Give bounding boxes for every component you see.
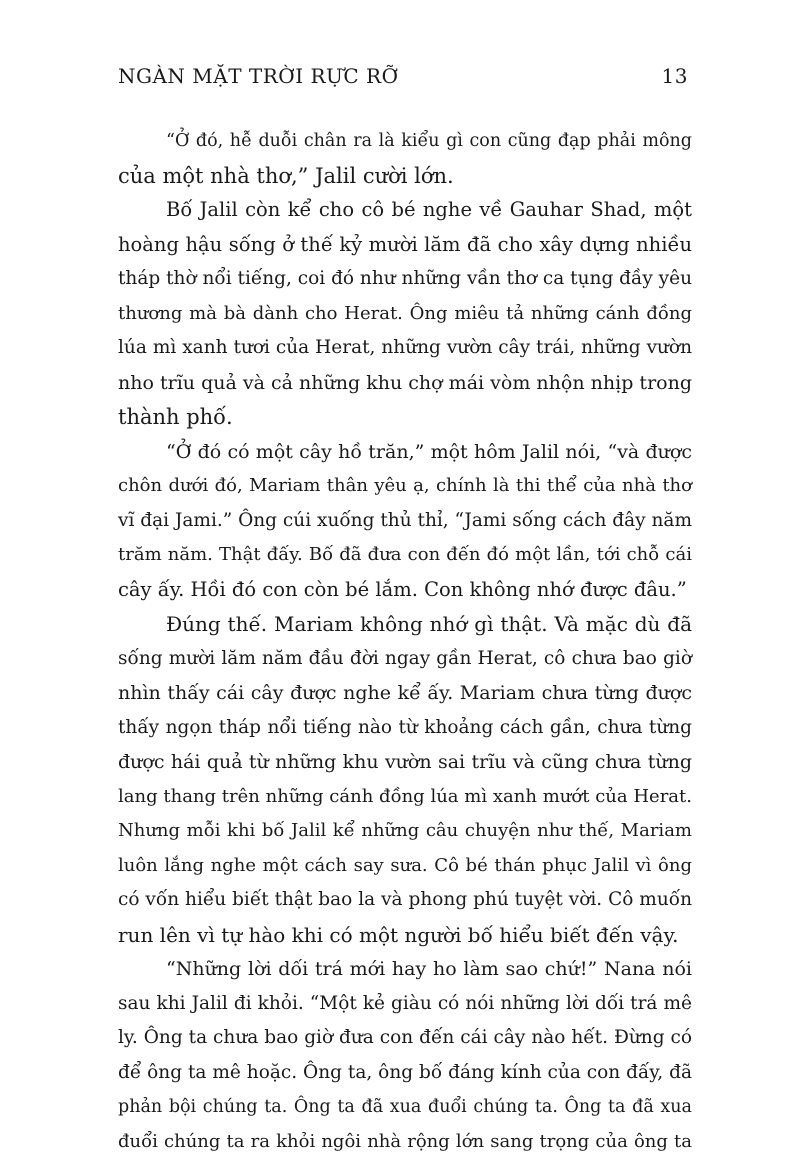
text-line: Đúng thế. Mariam không nhớ gì thật. Và mặc dù đã — [166, 612, 692, 636]
text-line: phản bội chúng ta. Ông ta đã xua đuổi chúng ta. Ông ta đã xua — [118, 1097, 692, 1117]
text-line: sống mười lăm năm đầu đời ngay gần Herat, cô chưa bao giờ — [118, 647, 692, 669]
text-line: của một nhà thơ,” Jalil cười lớn. — [118, 163, 454, 188]
text-line: “Ở đó có một cây hồ trăn,” một hôm Jalil nói, “và được — [166, 440, 692, 463]
text-line: hoàng hậu sống ở thế kỷ mười lăm đã cho xây dựng nhiều — [118, 232, 692, 256]
text-line: Nhưng mỗi khi bố Jalil kể những câu chuyện như thế, Mariam — [118, 820, 692, 841]
text-line: nho trĩu quả và cả những khu chợ mái vòm nhộn nhịp trong — [118, 371, 692, 394]
paragraph — [118, 124, 692, 193]
text-line: được hái quả từ những khu vườn sai trĩu và cũng chưa từng — [118, 751, 692, 773]
paragraph — [118, 952, 692, 1159]
text-line: để ông ta mê hoặc. Ông ta, ông bố đáng kính của con đấy, đã — [118, 1061, 692, 1083]
text-line: thấy ngọn tháp nổi tiếng nào từ khoảng cách gần, chưa từng — [118, 716, 692, 738]
running-title: NGÀN MẶT TRỜI RỰC RỠ — [118, 64, 399, 88]
text-line: tháp thờ nổi tiếng, coi đó như những vần thơ ca tụng đầy yêu — [118, 268, 692, 289]
text-line: run lên vì tự hào khi có một người bố hiểu biết đến vậy. — [118, 922, 679, 947]
text-line: “Ở đó, hễ duỗi chân ra là kiểu gì con cũng đạp phải mông — [166, 131, 692, 151]
paragraph — [118, 607, 692, 952]
text-line: ly. Ông ta chưa bao giờ đưa con đến cái cây nào hết. Đừng có — [118, 1027, 692, 1048]
text-line: có vốn hiểu biết thật bao la và phong phú tuyệt vời. Cô muốn — [118, 889, 692, 910]
text-line: chôn dưới đó, Mariam thân yêu ạ, chính là thi thể của nhà thơ — [118, 475, 692, 496]
text-line: thương mà bà dành cho Herat. Ông miêu tả những cánh đồng — [118, 302, 692, 324]
text-line: nhìn thấy cái cây được nghe kể ấy. Mariam chưa từng được — [118, 682, 692, 704]
text-line: lúa mì xanh tươi của Herat, những vườn cây trái, những vườn — [118, 337, 692, 358]
text-line: thành phố. — [118, 405, 233, 429]
paragraph — [118, 435, 692, 608]
text-line: “Những lời dối trá mới hay ho làm sao chứ!” Nana nói — [166, 958, 692, 980]
text-line: trăm năm. Thật đấy. Bố đã đưa con đến đó một lần, tới chỗ cái — [118, 544, 692, 565]
text-line: vĩ đại Jami.” Ông cúi xuống thủ thỉ, “Jami sống cách đây năm — [118, 509, 692, 531]
page-number: 13 — [661, 64, 688, 88]
text-line: đuổi chúng ta ra khỏi ngôi nhà rộng lớn sang trọng của ông ta — [118, 1130, 692, 1152]
running-header — [118, 64, 688, 98]
body-text — [118, 124, 692, 1159]
text-line: luôn lắng nghe một cách say sưa. Cô bé thán phục Jalil vì ông — [118, 854, 692, 876]
text-line: lang thang trên những cánh đồng lúa mì xanh mướt của Herat. — [118, 785, 692, 807]
text-line: Bố Jalil còn kể cho cô bé nghe về Gauhar Shad, một — [166, 198, 692, 221]
text-line: sau khi Jalil đi khỏi. “Một kẻ giàu có nói những lời dối trá mê — [118, 992, 692, 1014]
paragraph — [118, 193, 692, 435]
text-line: cây ấy. Hồi đó con còn bé lắm. Con không nhớ được đâu.” — [118, 577, 687, 601]
